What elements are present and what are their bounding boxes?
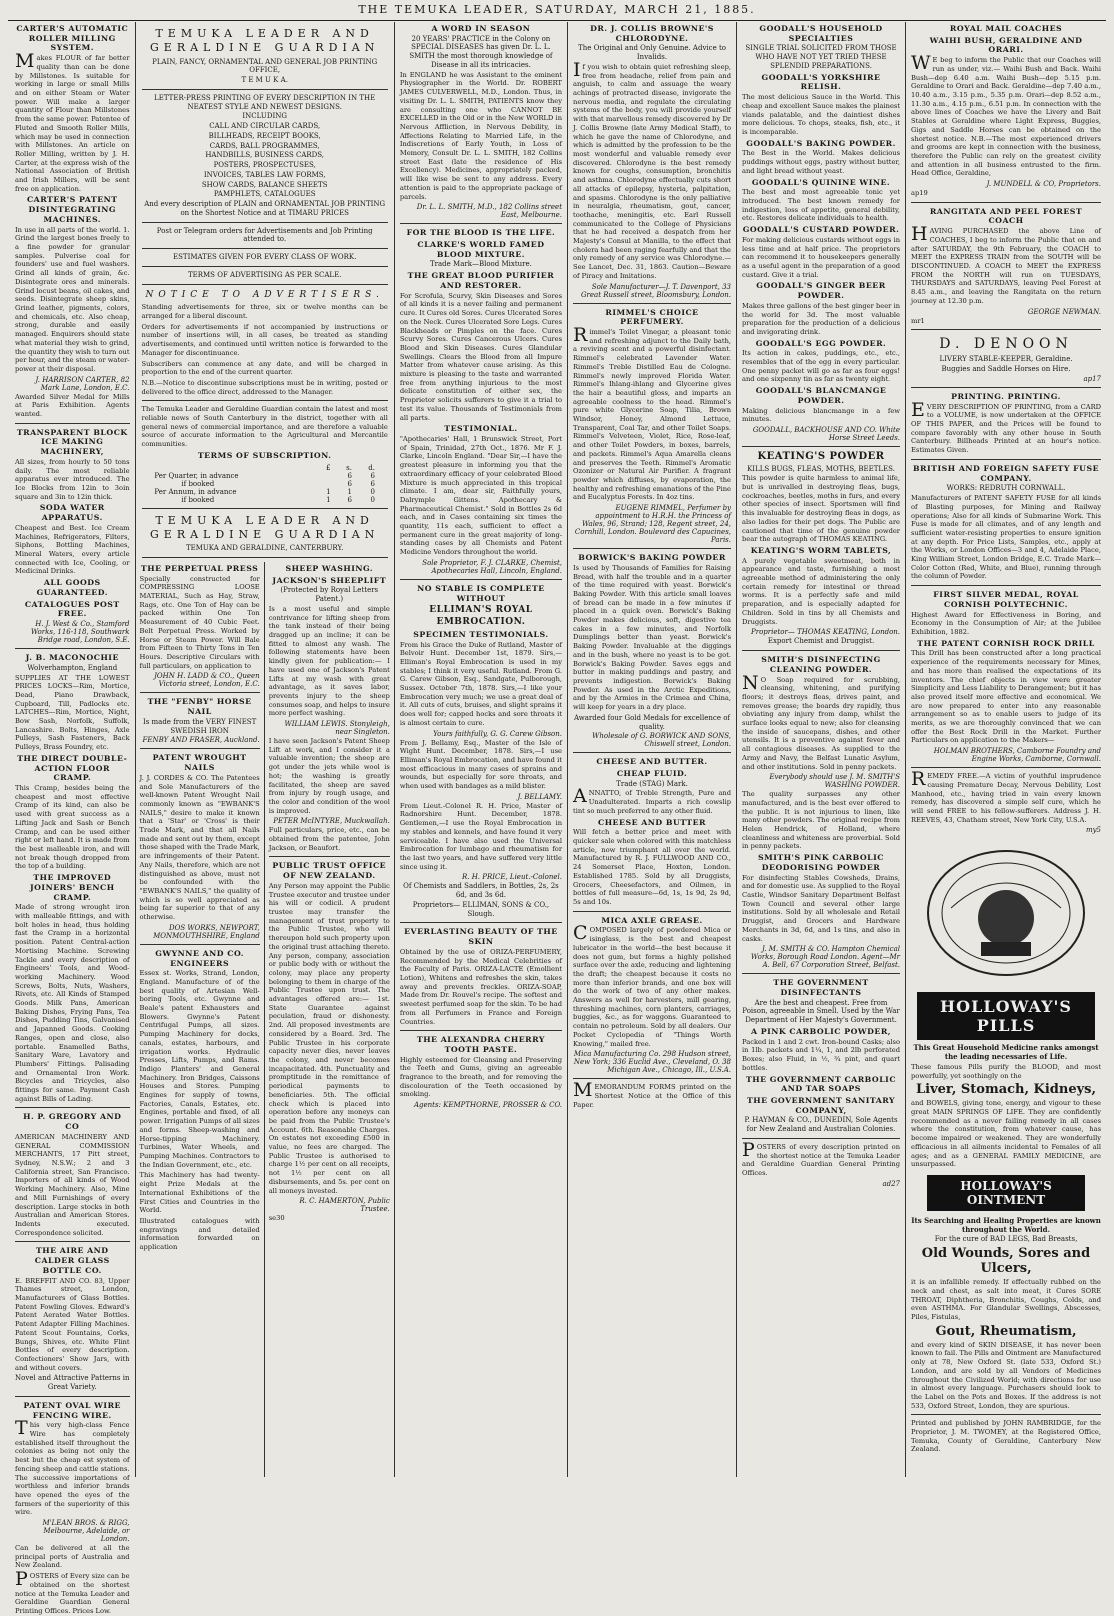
relish-text: The most delicious Sauce in the World. This cheap and excellent Sauce makes the plainest viands palatable, and the daintiest dishes more delicious. To chops, steaks, fish, etc., it is incomparable.	[742, 93, 901, 136]
rimmel-heading: RIMMEL'S CHOICE PERFUMERY.	[605, 307, 699, 327]
holloway-pills-banner: HOLLOWAY'S PILLS	[917, 992, 1095, 1040]
holloway-seal-icon	[911, 838, 1101, 988]
word-sub: 20 YEARS' PRACTICE in the Colony on SPECIAL DISEASES has given Dr. L. L. SMITH the most thorough knowledge of Disease in all its intricacies.	[409, 34, 553, 69]
printing-list-item: SHOW CARDS, BALANCE SHEETS	[201, 180, 328, 189]
cramp-text: This Cramp, besides being the cheapest and most effective Cramp of its kind, can also be used with great success as a Lifting Jack and Sash or Bench Cramp, and can be used either right or left hand. It is made from the best malleable iron, and will not break though dropped from the top of a building.	[15, 784, 130, 871]
elliman-text-2: From J. Bellamy, Esq., Master of the Isle of Wight Hunt. December, 1878. Sirs,—I use Elliman's Royal Embrocation, and have found it most efficacious in many cases of sprains and wounds, but especially for sore throats, and when used with bandages as a mild blister.	[399, 738, 563, 791]
subscription-cell: if booked	[181, 495, 215, 504]
soda-heading: SODA WATER APPARATUS.	[39, 503, 105, 523]
press-signature: JOHN H. LADD & CO., Queen Victoria street, London, E.C.	[154, 672, 260, 689]
sheeplift-sub: (Protected by Royal Letters Patent.)	[280, 586, 379, 604]
sheep-text-2: I have seen Jackson's Patent Sheep Lift at work, and I consider it a valuable invention; the sheep are got under the jets while wool is hot; the washing is greatly facilitated, the sheep are saved from injury by rough usage, and the color and condition of the wool is improved.	[268, 737, 390, 815]
carter-award: Awarded Silver Medal for Mills at Paris Exhibition. Agents wanted.	[15, 392, 130, 419]
blancmange-text: Making delicious blancmange in a few minutes.	[742, 406, 901, 424]
subscription-cell: Per Annum, in advance	[154, 487, 237, 496]
testimonial-signature: Sole Proprietor, F. J. CLARKE, Chemist, Apothecaries Hall, Lincoln, England.	[422, 558, 563, 575]
posters-text-2: POSTERS of every description printed on the shortest notice at the Temuka Leader and Geraldine Guardian General Printing Offices.	[742, 1138, 901, 1178]
drill-heading: THE PATENT CORNISH ROCK DRILL	[917, 638, 1095, 648]
printing-office-notice	[136, 22, 394, 562]
divider	[142, 248, 388, 249]
subscription-row	[151, 496, 378, 504]
subscription-cell: 0	[370, 487, 375, 496]
divider	[140, 692, 260, 693]
column-4	[395, 22, 568, 1477]
glass-note: Novel and Attractive Patterns in Great Variety.	[15, 1374, 130, 1392]
quinine-heading: GOODALL'S QUININE WINE.	[751, 177, 891, 187]
pink-text: Packed in 1 and 2 cwt. Iron-bound Casks; also in 1lb. packets and 1¼, 1, and 2lb perforated Boxes; also Fluid, in ½, ¾ pint, and quart bottles.	[742, 1037, 901, 1072]
sheep-signature-2: PETER McINTYRE, Muckwallah.	[273, 817, 390, 826]
ginger-text: Makes three gallons of the best ginger beer in the world for 3d. The most valuable preparation for the production of a delicious and invigorating drink.	[742, 301, 901, 336]
mail-text: WE beg to inform the Public that our Coaches will run as under, viz.— Waihi Bush and Back. Waihi Bush—dep 6.40 a.m. Waihi Bush—dep 5.15 p.m. Geraldine to Orari and Back. Geraldine—dep 7.40 a.m., 10.40 a.m., 3.15 p.m., 5.35 p.m. Orari—dep 8.52 a.m., 11.30 a.m., 4.15 p.m., 6.51 p.m. In connection with the above lines of Coaches we have the Livery and Bait Stables at Geraldine where Light Express, Buggies, Gigs and Saddle Horses can be obtained on the shortest notice. N.B.—The most experienced drivers and grooms are kept in connection with the business, therefore the Public can rely on the greatest civility and attention in all business entrusted to the firm. Head Office, Geraldine,	[911, 52, 1102, 178]
oriza-heading: EVERLASTING BEAUTY OF THE SKIN	[404, 927, 558, 947]
borwick-award: Awarded four Gold Medals for excellence of quality.	[574, 713, 731, 731]
masthead: THE TEMUKA LEADER, SATURDAY, MARCH 21, 1885.	[8, 0, 1106, 21]
clarke-heading: CLARKE'S WORLD FAMED BLOOD MIXTURE.	[417, 240, 545, 259]
denoon-text: Buggies and Saddle Horses on Hire.	[941, 365, 1071, 374]
baking-heading: GOODALL'S BAKING POWDER.	[746, 138, 896, 148]
divider	[142, 266, 388, 267]
mail-heading: ROYAL MAIL COACHES	[949, 24, 1063, 33]
roller-heading: CARTER'S AUTOMATIC ROLLER MILLING SYSTEM.	[16, 24, 129, 53]
column-1	[10, 22, 136, 1615]
elliman-sold: Of Chemists and Saddlers, in Bottles, 2s, 2s 6d, and 3s 6d.	[403, 882, 559, 900]
press-heading: THE PERPETUAL PRESS	[140, 563, 259, 573]
rangitata-code: mr1	[911, 316, 925, 325]
word-heading: A WORD IN SEASON	[431, 24, 531, 33]
drill-signature: HOLMAN BROTHERS, Camborne Foundry and Engine Works, Camborne, Cornwall.	[933, 747, 1102, 764]
goods-heading: ALL GOODS GUARANTEED.	[36, 578, 108, 597]
center-split	[136, 562, 394, 1477]
maconochie-sub: Wolverhampton, England	[27, 663, 118, 672]
divider	[573, 752, 731, 753]
nails-signature: DOS WORKS, NEWPORT, MONMOUTHSHIRE, England	[153, 923, 260, 940]
remedy-text: REMEDY FREE.—A victim of youthful imprudence causing Premature Decay, Nervous Debility, Lost Manhood, etc., having tried in vain every known remedy, has discovered a simple self cure, which he will send FREE to his fellow-sufferers. Address J. H. REEVES, 43, Chatham street, New York City, U.S.A.	[911, 768, 1102, 824]
divider	[142, 508, 388, 509]
pills-sub: This Great Household Medicine ranks amongst the leading necessaries of Life.	[913, 1043, 1099, 1062]
subscription-cell: 1	[326, 487, 331, 496]
mica-text: COMPOSED largely of powdered Mica or isinglass, is the best and cheapest lubricator in the world—the best because it does not gum, but forms a highly polished surface over the axle, reducing and lightening the draft; the cheapest because it costs no more than inferior brands, and one box will do the work of two of any other makes. Answers as well for harvesters, mill gearing, threshing machines, corn planters, carriages, buggies, &c., as for waggons. Guaranteed to contain no petroleum. Sold by all dealers. Our Pocket Cyclopedia of "Things Worth Knowing," mailed free.	[573, 922, 732, 1048]
clarke-heading-2: THE GREAT BLOOD PURIFIER AND RESTORER.	[407, 271, 555, 290]
subscription-header-cell: d.	[368, 463, 375, 472]
elliman-signature-2: J. BELLAMY.	[517, 792, 563, 801]
divider	[400, 223, 562, 224]
word-signature: Dr. L. L. SMITH, M.D., 182 Collins street East, Melbourne.	[416, 203, 563, 220]
fenby-signature: FENBY AND FRASER, Auckland.	[142, 736, 260, 745]
subscription-row	[151, 488, 378, 496]
divider	[15, 648, 130, 649]
subscription-cell: 6	[370, 471, 375, 480]
notice-text-2: Orders for advertisements if not accompanied by instructions or number of insertions will, in all cases, be treated as standing advertisements, and continued until written notice is forwarded to the Manager for discontinuance.	[141, 322, 388, 357]
specimen-heading: SPECIMEN TESTIMONIALS.	[413, 629, 549, 639]
divider	[400, 579, 562, 580]
title-bottom-sub: TEMUKA AND GERALDINE, CANTERBURY.	[185, 544, 344, 553]
printing-list-item: INVOICES, TABLES LAW FORMS,	[203, 170, 326, 179]
worm-text: A purely vegetable sweetmeat, both in appearance and taste, furnishing a most agreeable method of administering the only certain remedy for intestinal or thread worms. It is a perfectly safe and mild preparation, and is especially adapted for Children. Sold in tins by all Chemists and Druggists.	[742, 556, 901, 626]
disintegrator-heading: CARTER'S PATENT DISINTEGRATING MACHINES.	[26, 195, 118, 224]
clarke-text: For Scrofula, Scurvy, Skin Diseases and Sores of all kinds it is a never failing and permanent cure. It Cures old Sores. Cures Ulcerated Sores on the Neck. Cures Ulcerated Sore Legs. Cures Blackheads or Pimples on the face. Cures Scurvy Sores. Cures Cancerous Ulcers. Cures Blood and Skin Diseases. Cures Glandular Swellings. Clears the Blood from all Impure Matter from whatever cause arising. As this mixture is pleasing to the taste and warranted free from anything injurious to the most delicate constitution of either sex, the Proprietor solicits sufferers to give it a trial to test its value. Thousands of Testimonials from all parts.	[399, 291, 563, 422]
title-sub: PLAIN, FANCY, ORNAMENTAL AND GENERAL JOB PRINTING OFFICE,	[152, 57, 378, 75]
subscription-cell	[315, 472, 334, 480]
cheese-text: Will fetch a better price and meet with quicker sale when colored with this matchless article, now triumphant all over the world. Manufactured by R. J. FULLWOOD AND CO., 24 Somerset Place, Hoxton, London. Established 1785. Sold by all Druggists, Grocers, Cheesefactors, and Oilmen, in bottles of full measure—6d, 1s, 1s 9d, 2s 9d, 5s and 10s.	[573, 828, 732, 906]
alexandra-heading: THE ALEXANDRA CHERRY TOOTH PASTE.	[416, 1035, 545, 1054]
carter-signature: J. HARRISON CARTER, 82 Mark Lane, London, E.C.	[35, 375, 130, 392]
fuse-heading: BRITISH AND FOREIGN SAFETY FUSE COMPANY.	[912, 463, 1100, 483]
rangitata-text: HAVING PURCHASED the above Line of COACHES, I beg to inform the Public that on and after SATURDAY, the 9th February, the COACH to MEET the EXPRESS TRAIN from the SOUTH will be DISCONTINUED. A COACH to MEET the EXPRESS FROM the NORTH will run on TUESDAYS, THURSDAYS and SATURDAYS, leaving Peel Forest at 8.45 a.m., and leaving the Rangitata on the return journey at 12.30 p.m.	[911, 223, 1102, 305]
subscription-cell: 1	[347, 487, 352, 496]
ointment-text-2: it is an infallible remedy. If effectually rubbed on the neck and chest, as salt into meat, it Cures SORE THROAT, Diphtheria, Bronchitis, Coughs, Colds, and even ASTHMA. For Glandular Swellings, Abscesses, Piles, Fistulas,	[911, 1278, 1102, 1321]
elliman-heading: ELLIMAN'S ROYAL EMBROCATION.	[429, 605, 533, 627]
testimonial-text: "Apothecaries' Hall, 1 Brunswick Street, Port of Spain, Trinidad, 27th Oct., 1876. Mr F. J. Clarke, Lincoln England. "Dear Sir,—I have the greatest pleasure in informing you that the extraordinary efficacy of your celebrated Blood Mixture is much appreciated in this tropical climate. I am, dear sir, Faithfully yours, Dalrymple Gittens. Apothecary & Pharmaceutical Chemist." Sold in Bottles 2s 6d each, and in Cases containing six times the quantity, 11s each, sufficient to effect a permanent cure in the great majority of long-standing cases by all Chemists and Patent Medicine Vendors throughout the world.	[399, 434, 563, 557]
printing-list-item: POSTERS, PROSPECTUSES,	[213, 161, 316, 170]
sheep-heading: SHEEP WASHING.	[285, 563, 374, 573]
divider	[911, 202, 1101, 203]
government-text: Are the best and cheapest. Free from Poison, agreeable in Smell. Used by the War Department of Her Majesty's Government.	[742, 998, 900, 1025]
chlorodyne-signature: Sole Manufacturer—J. T. Davenport, 33 Great Russell street, Bloomsbury, London.	[580, 282, 732, 299]
fenby-heading: THE "FENBY" HORSE NAIL	[147, 697, 252, 717]
divider	[142, 89, 388, 90]
subscription-cell: Per Quarter, in advance	[154, 471, 239, 480]
ice-text: All sizes, from hourly to 50 tons daily. The most reliable apparatus ever introduced. The Ice Blocks from 12in to 3oin square and 3in to 12in thick.	[15, 457, 130, 501]
maconochie-text: SUPPLIES AT THE LOWEST PRICES LOCKS—Rim, Mortice, Dead, Piano Drawback, Cupboard, Till, Padlocks etc. LATCHES—Rim, Mortice, Night, Bow Sash, Norfolk, Suffolk, Lancashire. Bolts, Hinges, Axle Pulleys, Sash Fasteners, Back Pulleys, Brass Foundry, etc.	[15, 673, 130, 752]
sanitary-heading: THE GOVERNMENT SANITARY COMPANY,	[746, 1095, 896, 1115]
ice-heading: TRANSPARENT BLOCK ICE MAKING MACHINERY,	[16, 427, 128, 457]
keating-sub: KILLS BUGS, FLEAS, MOTHS, BEETLES.	[747, 464, 895, 473]
gregory-heading: H. P. GREGORY AND CO	[23, 1112, 122, 1132]
gwynne-heading: GWYNNE AND CO. ENGINEERS	[155, 948, 245, 968]
subscription-cell: if booked	[181, 479, 215, 488]
keating-signature: Proprietor— THOMAS KEATING, London.	[751, 628, 901, 637]
elliman-text: From his Grace the Duke of Rutland, Master of Belvoir Hunt. December 1st, 1879. Sirs,—Elliman's Royal Embrocation is used in my stables; I think it very useful. Rutland. From G. G. Carew Gibson, Esq., Sandgate, Pulborough, Sussex. October 7th, 1878. Sirs,—I like your Embrocation very much; we use a great deal of it. All cuts of cuts, bruises, and slight sprains it does well for; capped hocks and sore throats it is almost certain to cure.	[399, 640, 563, 727]
printing-list-item: PAMPHLETS, CATALOGUES	[213, 190, 316, 199]
letterpress: LETTER-PRESS PRINTING OF EVERY DESCRIPTION IN THE NEATEST STYLE AND NEWEST DESIGNS.	[154, 93, 376, 111]
blancmange-heading: GOODALL'S BLANCMANGE POWDER.	[755, 386, 887, 405]
printing-list-item: CARDS, BALL PROGRAMMES,	[209, 141, 320, 150]
word-text: In ENGLAND he was Assistant to the eminent Physiographer in the World. Dr. ROBERT JAMES CULVERWELL, M.D., London. Thus, in visiting Dr. L. L. SMITH, PATIENTS know they are consulting one who CANNOT BE EXCELLED in the Old or in the New WORLD in Nervous Affliction, in Nervous Debility, in Affections Relating to Married Life, in the Indiscretions of Early Youth, in Loss of Memory, Consult Dr. L. L. SMITH, 182 Collins street East (late the residence of His Excellency). Medicines, appropriately packed, will like wise be sent to any address. Every attention is paid to the appropriate package of parcels.	[399, 70, 563, 201]
glass-heading: THE AIRE AND CALDER GLASS BOTTLE CO.	[34, 1246, 110, 1275]
terms: TERMS OF ADVERTISING AS PER SCALE.	[187, 270, 342, 279]
press-text: Specially constructed for COMPRESSING LOOSE MATERIAL, Such as Hay, Straw, Rags, etc. One Ton of Hay can be packed within One Ton Measurement of 40 Cubic Feet. Belt Perpetual Press. Worked by Horse or Steam Power. Will Bale from Fifteen to Thirty Tons in Ten Hours. Descriptive Circulars with full particulars, on application to	[139, 574, 260, 670]
notice-text-1: Standing advertisements for three, six or twelve months can be arranged for a liberal discount.	[141, 303, 388, 320]
ointment-sub: Its Searching and Healing Properties are known throughout the World.	[911, 1215, 1101, 1234]
west-signature: H. J. West & Co., Stamford Works, 116-118, Southwark Bridge road, London, S.E.	[30, 620, 130, 645]
divider	[142, 284, 388, 285]
pills-text-2: and BOWELS, giving tone, energy, and vigour to these great MAIN SPRINGS OF LIFE. They are confidently recommended as a never failing remedy in all cases where the constitution, from whatever cause, has become impaired or weakened. They are wonderfully efficacious in all ailments incidental to Females of all ages; and as a GENERAL FAMILY MEDICINE, are unsurpassed.	[911, 1099, 1102, 1169]
government-heading: THE GOVERNMENT DISINFECTANTS	[773, 978, 869, 997]
gwynne-text-2: This Machinery has had twenty-eight Prize Medals at the International Exhibitions of the First Cities and Countries in the World.	[139, 1171, 260, 1215]
notice-text-4: N.B.—Notice to discontinue subscriptions must be in writing, posted or delivered to the office direct, addressed to the Manager.	[141, 378, 388, 396]
any-description: And every description of PLAIN and ORNAMENTAL JOB PRINTING on the Shortest Notice and at TIMARU PRICES	[144, 200, 386, 217]
pink-heading: A PINK CARBOLIC POWDER,	[751, 1026, 892, 1036]
divider	[15, 423, 130, 424]
rimmel-signature: EUGENE RIMMEL, Perfumer by appointment to H.R.H. the Princess of Wales, 96, Strand; 128, Regent street, 24, Cornhill, London. Boulevard des Capucines, Paris.	[574, 504, 732, 545]
divider	[400, 922, 562, 923]
column-2	[136, 562, 265, 1477]
testimonial-heading: TESTIMONIAL.	[444, 424, 518, 434]
soaps-heading: THE GOVERNMENT CARBOLIC AND TAR SOAPS	[745, 1074, 897, 1094]
ointment-text-3: and every kind of SKIN DISEASE, it has never been known to fail. The Pills and Ointment are Manufactured only at 78, New Oxford St. (late 533, Oxford St.) London, and are sold by all Vendors of Medicines throughout the Civilized World; with directions for use in almost every language. Purchasers should look to the Label on the Pots and Boxes. If the address is not 533, Oxford Street, London, they are spurious.	[911, 1340, 1102, 1410]
roller-text: Makes FLOUR of far better quality than can be done by Millstones. Is suitable for working in large or small Mills and on either Steam or Water power. Will make a larger quantity of Flour than Millstones from the same power. Patentee of Fluted and Smooth Roller Mills, which may be used in connection with Millstones. An article on Roller Milling, written by J. H. Carter, at the express wish of the National Association of British and Irish Millers, will be sent free on application.	[15, 50, 130, 193]
column-7	[906, 22, 1106, 1477]
subscription-heading: TERMS OF SUBSCRIPTION.	[197, 450, 332, 460]
carbolic-signature: J. M. SMITH & CO. Hampton Chemical Works, Borough Road London. Agent—Mr A. Bell, 67 Corporation Street, Belfast.	[750, 945, 901, 970]
title-town: T E M U K A.	[241, 76, 288, 85]
annatto-text: ANNATTO, of Treble Strength, Pure and Unadulterated. Imparts a rich cowslip tint so much preferred to any other fluid.	[573, 785, 732, 815]
borwick-heading: BORWICK'S BAKING POWDER	[578, 553, 726, 563]
egg-text: Its action in cakes, puddings, etc., etc., resembles that of the egg in every particular. One penny packet will go as far as four eggs! and one sixpenny tin as far as twenty eight.	[742, 349, 901, 384]
divider	[142, 400, 388, 401]
imprint: Printed and published by JOHN RAMBRIDGE, for the Proprietor, J. M. TWOMEY, at the Registered Office, Temuka, County of Geraldine, Canterbury New Zealand.	[911, 1419, 1102, 1454]
ointment-text: For the cure of BAD LEGS, Bad Breasts,	[934, 1235, 1078, 1244]
cramp-heading: THE DIRECT DOUBLE-ACTION FLOOR CRAMP.	[17, 753, 128, 783]
printing-list-item: CALL AND CIRCULAR CARDS,	[209, 122, 321, 131]
goodall-signature: GOODALL, BACKHOUSE AND CO. White Horse Street Leeds.	[752, 426, 901, 443]
trust-text: Any Person may appoint the Public Trustee executor and trustee under his will or codicil. A prudent trustee may transfer the management of trust property to the Public Trustee, who will thereupon hold such property upon the original trust attaching thereto. Any person, company, association or public body with or without the colony, may place any property belonging to them in charge of the Public Trustee upon trust. The advantages offered are:— 1st. State Guarantee against peculation, fraud or dishonesty. 2nd. All proposed investments are considered by a Board. 3rd. The Public Trustee in his corporate capacity never dies, never leaves the colony, and never becomes incapacitated. 4th. Punctuality and promptitude in the remittance of periodical payments to beneficiaries. 5th. The official check which is placed into operation before any moneys can be paid from the Public Trustee's Account. 6th. Reasonable Charges. On estates not exceeding £500 in value, no fees are charged. The Public Trustee is authorised to charge 1½ per cent on all receipts, not 1½ per cent on all disbursements, and 5s. per cent on all moneys invested.	[268, 881, 390, 1195]
printing-text: EVERY DESCRIPTION OF PRINTING, from a CARD to a VOLUME, is now undertaken at the OFFICE OF THIS PAPER, and the Prices will be found to compare favorably with any other house in South Canterbury. Billheads Printed at an hour's notice. Estimates Given.	[911, 398, 1102, 455]
custard-text: For making delicious custards without eggs in less time and at half price. The proprietors can recommend it to housekeepers generally as a useful agent in the preparation of a good custard. Give it a trial.	[742, 235, 901, 279]
blood-heading: FOR THE BLOOD IS THE LIFE.	[406, 228, 556, 238]
divider	[269, 856, 390, 857]
divider	[15, 1396, 130, 1397]
printing-list	[142, 122, 388, 199]
chlorodyne-heading: DR. J. COLLIS BROWNE'S CHLORODYNE.	[590, 24, 714, 43]
custard-heading: GOODALL'S CUSTARD POWDER.	[742, 225, 900, 235]
rangitata-heading: RANGITATA AND PEEL FOREST COACH	[929, 206, 1083, 226]
fuse-text: Manufacturers of PATENT SAFETY FUSE for all kinds of Blasting purposes, for Mining and Railway operations; Also for all kinds of Submarine Work. This Fuse is made for all climates, and of any length and sufficient water-resisting properties to ensure ignition at any depth. For Price Lists, Samples, etc., apply at the Works, or London Offices—3 and 4, Adelaide Place, King William Street, London Bridge, E.C. Trade Mark—Color Cotton (Red, White, and Blue), running through the column of Powder.	[911, 494, 1102, 581]
printing-heading: PRINTING. PRINTING.	[951, 391, 1061, 401]
sanitary-text: P. HAYMAN & CO., DUNEDIN, Sole Agents for New Zealand and Australian Colonies.	[744, 1116, 898, 1134]
stable-heading: NO STABLE IS COMPLETE WITHOUT	[417, 583, 545, 603]
including: INCLUDING	[242, 112, 287, 121]
catalogues-heading: CATALOGUES POST FREE.	[24, 599, 120, 619]
divider	[742, 973, 900, 974]
nails-heading: PATENT WROUGHT NAILS	[152, 753, 247, 773]
carbolic-heading: SMITH'S PINK CARBOLIC DEODORISING POWDER	[757, 853, 885, 872]
subscription-row	[151, 480, 378, 488]
wire-heading: PATENT OVAL WIRE FENCING WIRE.	[23, 1400, 121, 1420]
subscription-header-row	[151, 464, 378, 472]
trust-code: se30	[268, 1214, 285, 1223]
posters-code: ad27	[882, 1179, 901, 1188]
subscription-cell: 6	[347, 471, 352, 480]
subscription-cell	[315, 480, 334, 488]
post-orders: Post or Telegram orders for Advertisements and Job Printing attended to.	[156, 226, 373, 244]
keating-export: Export Chemist and Druggist.	[767, 637, 875, 646]
subscription-header-cell	[151, 464, 314, 472]
rangitata-signature: GEORGE NEWMAN.	[1027, 307, 1102, 316]
notice-heading: NOTICE TO ADVERTISERS.	[145, 289, 384, 300]
medal-heading: FIRST SILVER MEDAL, ROYAL CORNISH POLYTECHNIC.	[933, 590, 1079, 609]
elliman-signature-3: R. H. PRICE, Lieut.-Colonel.	[461, 873, 563, 882]
medal-text: Highest Award for Effectiveness in Boring, and Economy in the Consumption of Air; at the Jubilee Exhibition, 1882.	[911, 610, 1102, 637]
sheep-signature-1: WILLIAM LEWIS. Stonyleigh, near Singleton.	[284, 720, 390, 737]
gwynne-text: Essex st. Works, Strand, London, England. Manufacture of of the best quality of Artesian Well-boring Tools, etc. Gwynne and Beale's patent Exhausters and Blowers. Gwynne's Patent Centrifugal Pumps, all sizes. Pumping Machinery for docks, canals, estates, harbours, and irrigation works. Hydraulic Presses, Lifts, Pumps, and Rams. Indigo Planters' and General Machinery. Iron Bridges, Caissons Houses and Stores. Pumping Engines for supply of towns, Factories, Canals, Estates, etc. Engines, portable and fixed, of all power. Irrigation Pumps of all sizes and forms. Sheep-washing and Horse-tipping Machinery. Turbines, Water Wheels, and Pumping Machines. Contractors to the Indian Government, etc., etc.	[139, 969, 260, 1169]
mica-heading: MICA AXLE GREASE.	[601, 915, 703, 925]
posters-text: POSTERS of Every size can be obtained on the shortest notice at the Temuka Leader and Geraldine Guardian General Printing Offices. Prices Low.	[15, 1568, 130, 1615]
column-6	[737, 22, 906, 1477]
disintegrator-text: In use in all parts of the world. 1. Grind the largest bones freely to a fine powder for granular samples. Pulverise coal for founders' use and fuel washers. Grind all kinds of grain, &c. Disintegrate ores and minerals. Grind locust beans, oil cakes, and seeds. Disintegrate sheep skins, Grind leather, pigments, colors, and chemicals, etc. Also cheap, strong, durable and easily managed. Enquirers should state what material they wish to grind, the quantity they wish to turn out per hour, and the steam or water-power at their disposal.	[15, 225, 130, 373]
gwynne-text-3: Illustrated catalogues with engravings and detailed information forwarded on application	[139, 1216, 260, 1252]
sheeplift-heading: JACKSON'S SHEEPLIFT	[272, 575, 387, 585]
rimmel-text: Rimmel's Toilet Vinegar, a pleasant tonic and refreshing adjunct to the Daily bath, a reviving scent and a powerful disinfectant. Rimmel's celebrated Lavender Water. Rimmel's Treble Distilled Eau de Cologne. Rimmel's newly improved Florida Water. Rimmel's Ihlang-ihlang and Glycerine gives the hair a beautiful gloss, and imparts an agreeable coolness to the head. Rimmel's pure white Glycerine Soap, Tilia, Brown Windsor, Honey, Almond Lettuce, Transparent, Coal Tar, and other Toilet Soaps. Rimmel's Velveteen, Violet, Rice, Rose-leaf, and other Toilet Powders, in boxes, barrels, and packets. Rimmel's Aqua Amarella cleans and preserves the Teeth. Rimmel's Aromatic Ozonizer or Natural Air Purifier. A fragrant powder which diffuses, by evaporation, the healthy and refreshing emanations of the Pine and Eucalyptus Forests. In 4oz tins.	[573, 324, 732, 502]
trust-heading: PUBLIC TRUST OFFICE OF NEW ZEALAND.	[272, 861, 387, 881]
gout-heading: Gout, Rheumatism,	[935, 1323, 1077, 1339]
denoon-sub: LIVERY STABLE-KEEPER, Geraldine.	[939, 355, 1073, 364]
subscription-header-cell: s.	[346, 463, 352, 472]
bench-heading: THE IMPROVED JOINERS' BENCH CRAMP.	[29, 873, 115, 902]
divider	[15, 1241, 130, 1242]
worm-heading: KEATING'S WORM TABLETS,	[750, 545, 892, 555]
divider	[911, 459, 1101, 460]
quinine-text: The best and most agreeable tonic yet introduced. The best known remedy for indigestion, loss of appetite, general debility, etc. Restores delicate individuals to health.	[742, 188, 901, 223]
chlorodyne-text: If you wish to obtain quiet refreshing sleep, free from headache, relief from pain and anguish, to calm and assuage the weary achings of protracted disease, invigorate the nervous media, and regulate the circulating systems of the body, you will provide yourself with that marvellous remedy discovered by Dr J. Collis Browne (late Army Medical Staff), to which he gave the name of Chlorodyne, and which is admitted by the profession to be the most wonderful and valuable remedy ever discovered. Chlorodyne is the best remedy known for coughs, consumption, bronchitis and asthma. Chlorodyne effectually cuts short all attacks of epilepsy, hysteria, palpitation, and spasms. Chlorodyne is the only palliative in neuralgia, rheumatism, gout, cancer, toothache, meningitis, etc. Earl Russell communicated to the College of Physicians that he had received a despatch from her Majesty's Consul at Manilla, to the effect that cholera had been raging fearfully and that the only remedy of any service was Chlorodyne.—See Lancet, Dec. 31, 1863. Caution—Beware of Piracy and Imitations.	[573, 58, 732, 280]
cheese-heading-2: CHEESE AND BUTTER	[597, 817, 707, 827]
title-top: TEMUKA LEADER AND GERALDINE GUARDIAN	[150, 27, 380, 55]
divider	[142, 557, 388, 558]
mail-sub: WAIHI BUSH, GERALDINE AND ORARI.	[929, 35, 1083, 55]
sheep-text: Is a most useful and simple contrivance for lifting sheep from the tank instead of their being dragged up an incline; it can be fitted to almost any wash. The following statements have been kindly given for publication:— I have used one of Jackson's Patent Lifts at my wash with great advantage, as it saves labor, prevents injury to the sheep consumes soap, and helps to insure more perfect washing.	[268, 604, 390, 718]
divider	[573, 911, 731, 912]
trust-signature: R. C. HAMERTON, Public Trustee.	[299, 1197, 390, 1214]
subscription-cell: 6	[347, 479, 352, 488]
keating-text: This powder is quite harmless to animal life, but is unrivalled in destroying fleas, bugs, cockroaches, beetles, moths in furs, and every other species of insect. Sportsmen will find this invaluable for destroying fleas in dogs, as also ladies for their pet dogs. The Public are cautioned that time of the genuine powder bear the autograph of THOMAS KEATING.	[742, 474, 901, 544]
memorandum-text: MEMORANDUM FORMS printed on the Shortest Notice at the Office of this Paper.	[573, 1079, 732, 1109]
divider	[911, 329, 1101, 330]
chlorodyne-sub: The Original and Only Genuine. Advice to Invalids.	[578, 44, 726, 62]
wire-text: This very high-class Fence Wire has completely established itself throughout the colonies as being not only the best but the cheap est system of fencing sheep and cattle stations. The successive importations of worthless and inferior brands have opened the eyes of the farmers of the superiority of this wire.	[15, 1417, 130, 1517]
printing-list-item: BILLHEADS, RECEIPT BOOKS,	[208, 131, 321, 140]
relish-heading: GOODALL'S YORKSHIRE RELISH.	[761, 72, 881, 92]
pills-text: These famous Pills purify the BLOOD, and most powerfully, yet soothingly on the	[911, 1062, 1102, 1080]
divider	[742, 650, 900, 651]
mail-signature: J. MUNDELL & CO, Proprietors.	[986, 180, 1102, 189]
subscription-cell: 6	[370, 479, 375, 488]
smith-text: NO Soap required for scrubbing, cleansing, whitening, and purifying floors; it destroys fleas, drives paint, and removes grease; the boards dry rapidly, thus obviating any injury from damp, whilst the surface looks equal to new; also for cleansing the inside of saucepans, dishes, and other utensils. It is a preventive against fever and all contagious diseases. As supplied to the Army and Navy, the Belfast Lunatic Asylum, and other institutions. Sold in penny packets.	[742, 671, 901, 771]
deliver-text: Can be delivered at all the principal ports of Australia and New Zealand.	[15, 1544, 130, 1570]
keating-heading: KEATING'S POWDER	[757, 451, 885, 463]
sores-heading: Old Wounds, Sores and Ulcers,	[921, 1246, 1091, 1277]
elliman-signature: Yours faithfully, G. G. Carew Gibson.	[433, 729, 563, 738]
elliman-proprietors: Proprietors— ELLIMAN, SONS & CO., Slough.	[412, 900, 550, 918]
divider	[400, 1030, 562, 1031]
bench-text: Made of strong wrought iron with malleable fittings, and with bolt holes in head, thus holding fast the Cramp in a horizontal position. Patent Central-action Mortising Machine. Screwing Tackle and every description of Engineers' Tools, and Wood-working Machinery. Wood Screws, Bolts, Nuts, Washers, Rivets, etc. All Kinds of Stamped Goods. Milk Pans, American Baking Dishes, Frying Pans, Tea Dishes, Pudding Tins, Galvanised and Japanned Goods. Cooking Ranges, open and close, also portable. Enamelled Baths, Sanitary Ware, Lavatory and Plumbers' Fittings. Palisading and Ornamental Iron Work. Bicycles and Tricycles, also fittings for same. Payment Cash against Bills of Lading.	[15, 903, 130, 1103]
nails-text: J. J. CORDES & CO. The Patentees and Sole Manufacturers of the well-known Patent Wrought Nail commonly known as "EWBANK'S NAILS," desire to make it known that a 'Star' or 'Cross' is their Trade Mark, and that all Nails made and sent out by them, except those shaped with the Trade Mark, are infringements of their Patent. Any Nails, therefore, which are not distinguished as above, must not be confounded with the "EWBANK'S NAILS," the quality of which is so well appreciated as being far superior to that of any otherwise.	[139, 773, 260, 922]
egg-heading: GOODALL'S EGG POWDER.	[755, 338, 887, 348]
divider	[573, 303, 731, 304]
smith-text-2: The quality surpasses any other manufactured, and is the best ever offered to the public. It is not injurious to linen, like many other powders. The original recipe from Helen Hendrick, of Holland, where cleanliness and whiteness are proverbial. Sold in penny packets.	[742, 790, 901, 851]
divider	[911, 1414, 1101, 1415]
alexandra-text: Highly esteemed for Cleansing and Preserving the Teeth and Gums, giving an agreeable fragrance to the breath, and for removing the discolouration of the Teeth occasioned by smoking.	[399, 1055, 563, 1099]
cheap-heading: CHEAP FLUID.	[616, 769, 688, 778]
notice-text-3: Subscribers can commence at any date, and will be charged in proportion to the end of the current quarter.	[141, 359, 388, 377]
maconochie-heading: J. B. MACONOCHIE	[25, 653, 119, 663]
smith-signature: Everybody should use J. M. SMITH'S WASHING POWDER.	[769, 773, 901, 790]
mail-code: ap19	[911, 189, 928, 198]
elliman-text-3: From Lieut.-Colonel R. H. Price, Master of Radnorshire Hunt. December, 1878. Gentlemen,—I use the Royal Embrocation in my stables and kennels, and have found it very serviceable. I have also used the Universal Embrocation for lumbago and rheumatism for the last two years, and have suffered very little since using it.	[399, 801, 563, 871]
columns	[10, 22, 1106, 1615]
divider	[911, 767, 1101, 768]
divider	[573, 548, 731, 549]
fuse-sub: WORKS: REDRUTH CORNWALL.	[946, 484, 1066, 493]
liver-heading: Liver, Stomach, Kidneys,	[916, 1082, 1096, 1098]
alexandra-signature: Agents: KEMPTHORNE, PROSSER & CO.	[413, 1101, 563, 1110]
gregory-text: AMERICAN MACHINERY AND GENERAL COMMISSION MERCHANTS, 17 Pitt street, Sydney, N.S.W.; 2 and 3 California street, San Francisco. Importers of all kinds of Wood Working Machinery. Also, Mine and Mill Furnishings of every description. Large stocks in both Australian and American Stores. Indents executed. Correspondence solicited.	[15, 1132, 130, 1237]
carbolic-text: For disinfecting Stables Cowsheds, Drains, and for domestic use. As supplied to the Royal Castle, Windsor Sanitary Department Belfast Town Council and several other large institutions. Sold by all wholesale and Retail Druggist, and Grocers and Hardware Merchants in 3d, 6d, and 1s tins, and also in casks.	[742, 873, 901, 943]
title-bottom: TEMUKA LEADER AND GERALDINE GUARDIAN	[150, 513, 380, 541]
column-5	[568, 22, 737, 1477]
subscription-header-cell: £	[326, 463, 331, 472]
fenby-text: Is made from the VERY FINEST SWEDISH IRON	[142, 717, 257, 735]
divider	[742, 1138, 900, 1139]
divider	[140, 748, 260, 749]
stag-mark: Trade (STAG) Mark.	[616, 779, 688, 788]
glass-text: E. BREFFIT AND CO. 83, Upper Thames street, London, Manufacturers of Glass Bottles. Patent Fowling Gloves. Edward's Patent Aerated Water Bottles. Patent Adapter Filling Machines. Patent Scout Fountains, Corks, Bungs, Shives, etc. White Flint Bottles of every description. Confectioners' Show Jars, with and without covers.	[15, 1276, 130, 1372]
denoon-code: ap17	[1083, 374, 1102, 383]
clarke-mark: Trade Mark—Blood Mixture.	[429, 260, 532, 269]
subscription-cell: 6	[347, 495, 352, 504]
divider	[742, 446, 900, 447]
divider	[911, 387, 1101, 388]
smith-heading: SMITH'S DISINFECTING CLEANING POWDER.	[761, 655, 881, 674]
divider	[15, 1107, 130, 1108]
divider	[142, 222, 388, 223]
oriza-text: Obtained by the use of ORIZA-PERFUMERY, Recommended by the Medical Celebrities of the Faculty of Paris. ORIZA-LACTE (Emollient Lotion), Whitens and refreshes the skin, takes away and prevents freckles. ORIZA-SOAP, Made from Dr. Rouvel's recipe. The softest and sweetest perfumed soap for the skin. To be had from all Perfumers in France and Foreign Countries.	[399, 947, 563, 1026]
borwick-text: Is used by Thousands of Families for Raising Bread, with half the trouble and in a quarter of the time required with yeast. Borwick's Baking Powder. With this article small loaves of bread can be made in a few minutes if placed in a quick oven. Borwick's Baking Powder makes delicious, soft, digestive tea cakes in a few minutes, and Norfolk Dumplings better than yeast. Borwick's Baking Powder. Invaluable at the diggings and in the bush, where no yeast is to be got. Borwick's Baking Powder. Saves eggs and butter in making puddings and pastry, and prevents indigestion. Borwick's Baking Powder. As used in the Arctic Expeditions, and by the Armies in the Crimea and China, will keep for years in a dry place.	[573, 563, 732, 712]
denoon-heading: D. DENOON	[939, 336, 1073, 353]
holloway-ointment-banner: HOLLOWAY'S OINTMENT	[927, 1175, 1085, 1211]
center-columns	[136, 22, 395, 1477]
subscription-cell: 1	[326, 495, 331, 504]
goodall-heading: GOODALL'S HOUSEHOLD SPECIALTIES	[759, 24, 883, 43]
divider	[573, 1078, 731, 1079]
subscription-cell: 0	[370, 495, 375, 504]
borwick-signature: Wholesale of G. BORWICK AND SONS, Chiswell street, London.	[592, 732, 732, 749]
estimates: ESTIMATES GIVEN FOR EVERY CLASS OF WORK.	[173, 253, 357, 262]
divider	[911, 585, 1101, 586]
cheese-heading: CHEESE AND BUTTER.	[596, 757, 708, 767]
soda-text: Cheapest and Best. Ice Cream Machines, Refrigerators, Filters, Siphons, Bottling Machines, Mineral Waters, every article connected with Ice, Cooling, or Medicinal Drinks.	[15, 523, 130, 576]
wire-signature: M'LEAN BROS. & RIGG, Melbourne, Adelaide, or London.	[42, 1519, 130, 1544]
subscription-table	[151, 464, 378, 504]
ginger-heading: GOODALL'S GINGER BEER POWDER.	[756, 281, 886, 301]
printing-list-item: HANDBILLS, BUSINESS CARDS,	[205, 151, 325, 160]
leader-text: The Temuka Leader and Geraldine Guardian contain the latest and most reliable news of South Canterbury in the district, together with all general news of commercial importance, and are therefore a valuable source of accurate information to the Agricultural and Mercantile communities.	[141, 405, 388, 449]
goodall-sub: SINGLE TRIAL SOLICITED FROM THOSE WHO HAVE NOT YET TRIED THESE SPLENDID PREPARATIONS.	[745, 44, 897, 70]
mica-signature: Mica Manufacturing Co. 298 Hudson street, New York; 336 Euclid Ave., Cleveland, O. 38 Michigan Ave., Chicago, Ill., U.S.A.	[573, 1050, 732, 1075]
remedy-code: my5	[1085, 826, 1102, 835]
drill-text: This Drill has been constructed after a long practical experience of the requirements necessary for Mines, and has more than realised the expectations of its inventors. The chief objects in view were greater Simplicity and Less Liability to Derangement; but it has also proved itself more effective and economical. We are now prepared to enter into any reasonable arrangement so as to enable users to judge of its merits, as we are thoroughly convinced that we can offer the Best Rock Drill in the Market. Further Particulars on application to the Makers—	[911, 649, 1102, 745]
baking-text: The Best in the World. Makes delicious puddings without eggs, pastry without butter, and light bread without yeast.	[742, 149, 901, 175]
sheep-text-3: Full particulars, price, etc., can be obtained from the patentee, John Jackson, or Beaufort.	[268, 826, 390, 852]
column-3	[265, 562, 394, 1477]
divider	[140, 944, 260, 945]
subscription-row	[151, 472, 378, 480]
